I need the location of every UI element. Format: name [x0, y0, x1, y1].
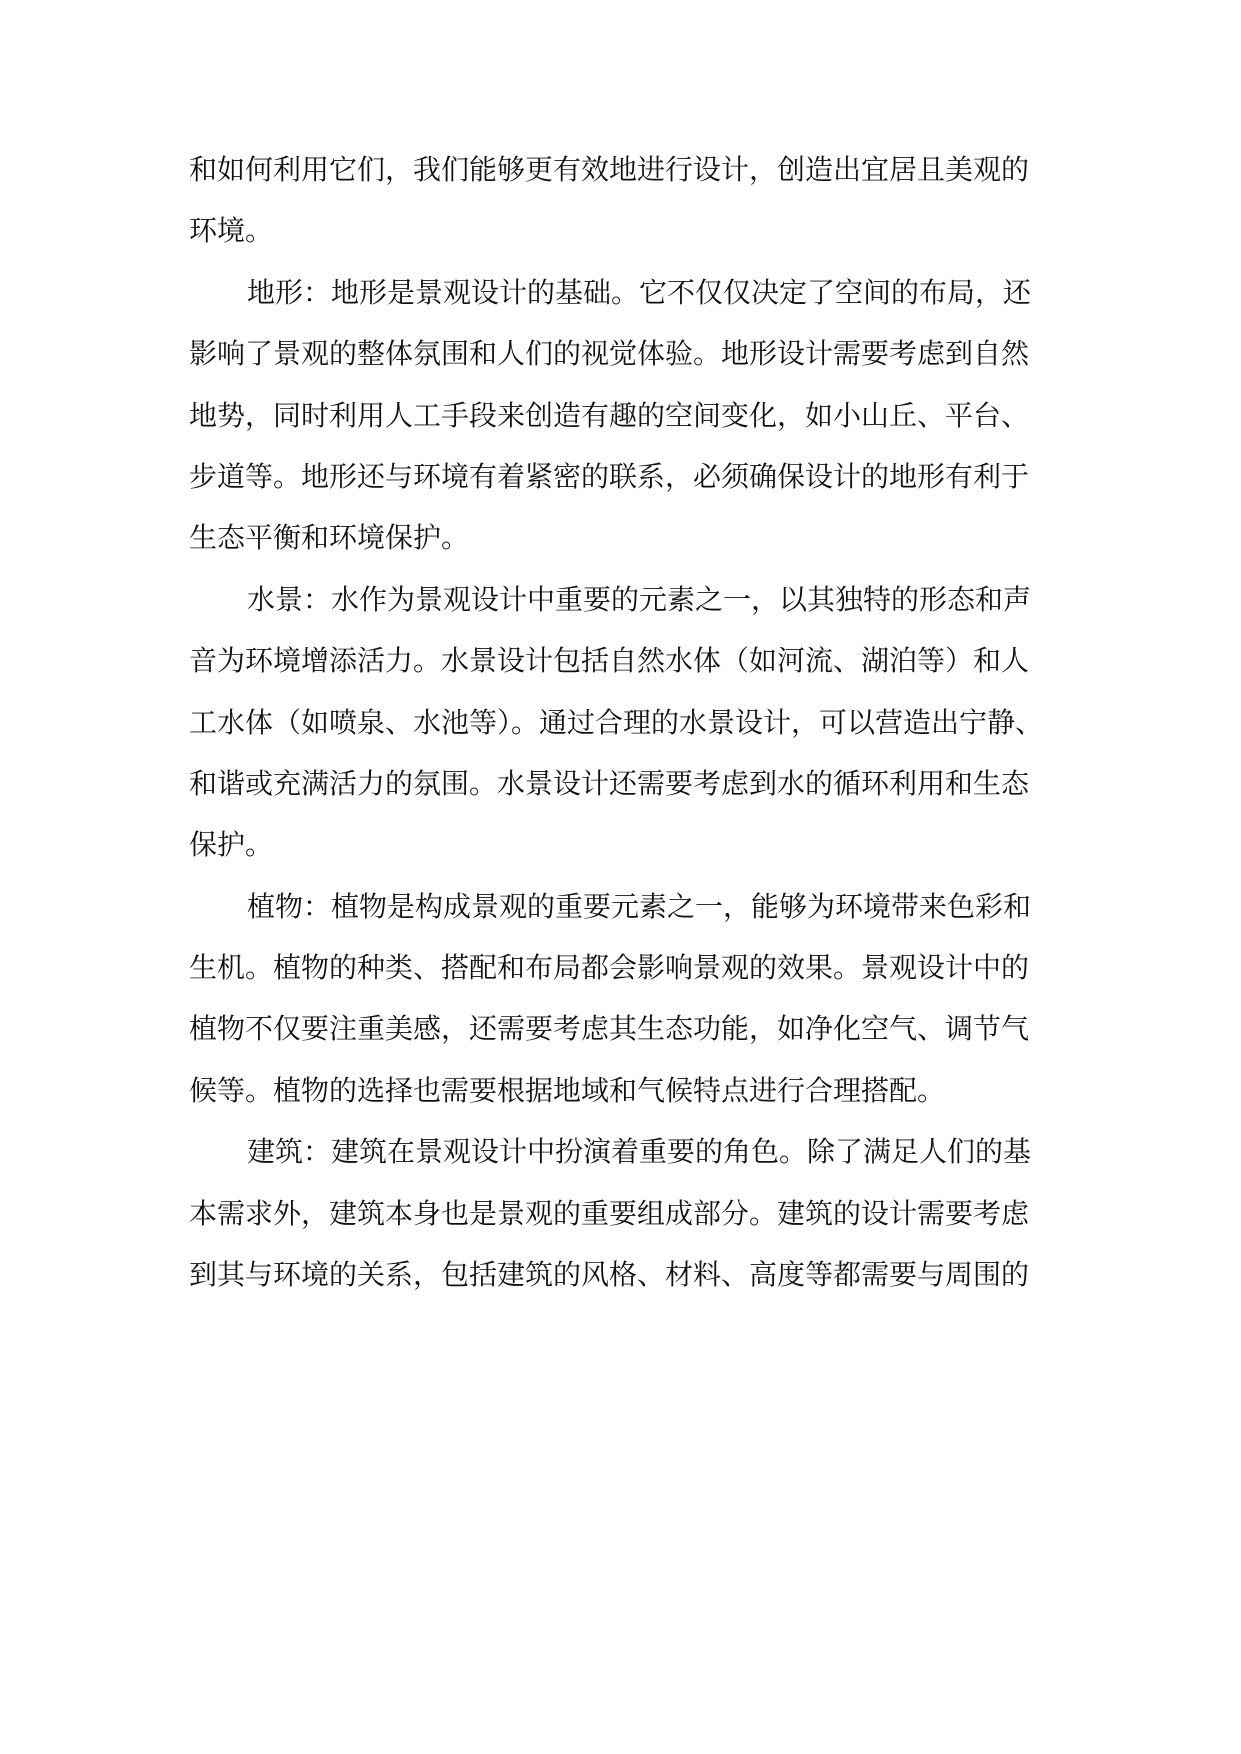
text-line: 和谐或充满活力的氛围。水景设计还需要考虑到水的循环利用和生态: [189, 766, 1030, 800]
text-line: 到其与环境的关系，包括建筑的风格、材料、高度等都需要与周围的: [189, 1258, 1030, 1292]
text-line: 生态平衡和环境保护。: [189, 521, 470, 555]
text-line: 本需求外，建筑本身也是景观的重要组成部分。建筑的设计需要考虑: [189, 1196, 1030, 1230]
text-line: 步道等。地形还与环境有着紧密的联系，必须确保设计的地形有利于: [189, 459, 1030, 493]
text-line: 影响了景观的整体氛围和人们的视觉体验。地形设计需要考虑到自然: [189, 337, 1030, 371]
paragraph-start-architecture: 建筑：建筑在景观设计中扮演着重要的角色。除了满足人们的基: [247, 1135, 1032, 1169]
text-line: 工水体（如喷泉、水池等）。通过合理的水景设计，可以营造出宁静、: [189, 705, 1044, 739]
text-line: 生机。植物的种类、搭配和布局都会影响景观的效果。景观设计中的: [189, 951, 1030, 985]
text-line: 保护。: [189, 828, 274, 862]
text-line: 候等。植物的选择也需要根据地域和气候特点进行合理搭配。: [189, 1073, 946, 1107]
paragraph-start-waterscape: 水景：水作为景观设计中重要的元素之一，以其独特的形态和声: [247, 582, 1032, 616]
text-line: 环境。: [189, 214, 274, 248]
text-line: 和如何利用它们，我们能够更有效地进行设计，创造出宜居且美观的: [189, 153, 1030, 186]
paragraph-start-plants: 植物：植物是构成景观的重要元素之一，能够为环境带来色彩和: [247, 889, 1032, 923]
body-text: [189, 139, 1069, 1305]
text-line: 音为环境增添活力。水景设计包括自然水体（如河流、湖泊等）和人: [189, 644, 1030, 678]
text-line: 地势，同时利用人工手段来创造有趣的空间变化，如小山丘、平台、: [189, 398, 1030, 432]
paragraph-start-terrain: 地形：地形是景观设计的基础。它不仅仅决定了空间的布局，还: [247, 275, 1032, 309]
text-line: 植物不仅要注重美感，还需要考虑其生态功能，如净化空气、调节气: [189, 1012, 1030, 1046]
